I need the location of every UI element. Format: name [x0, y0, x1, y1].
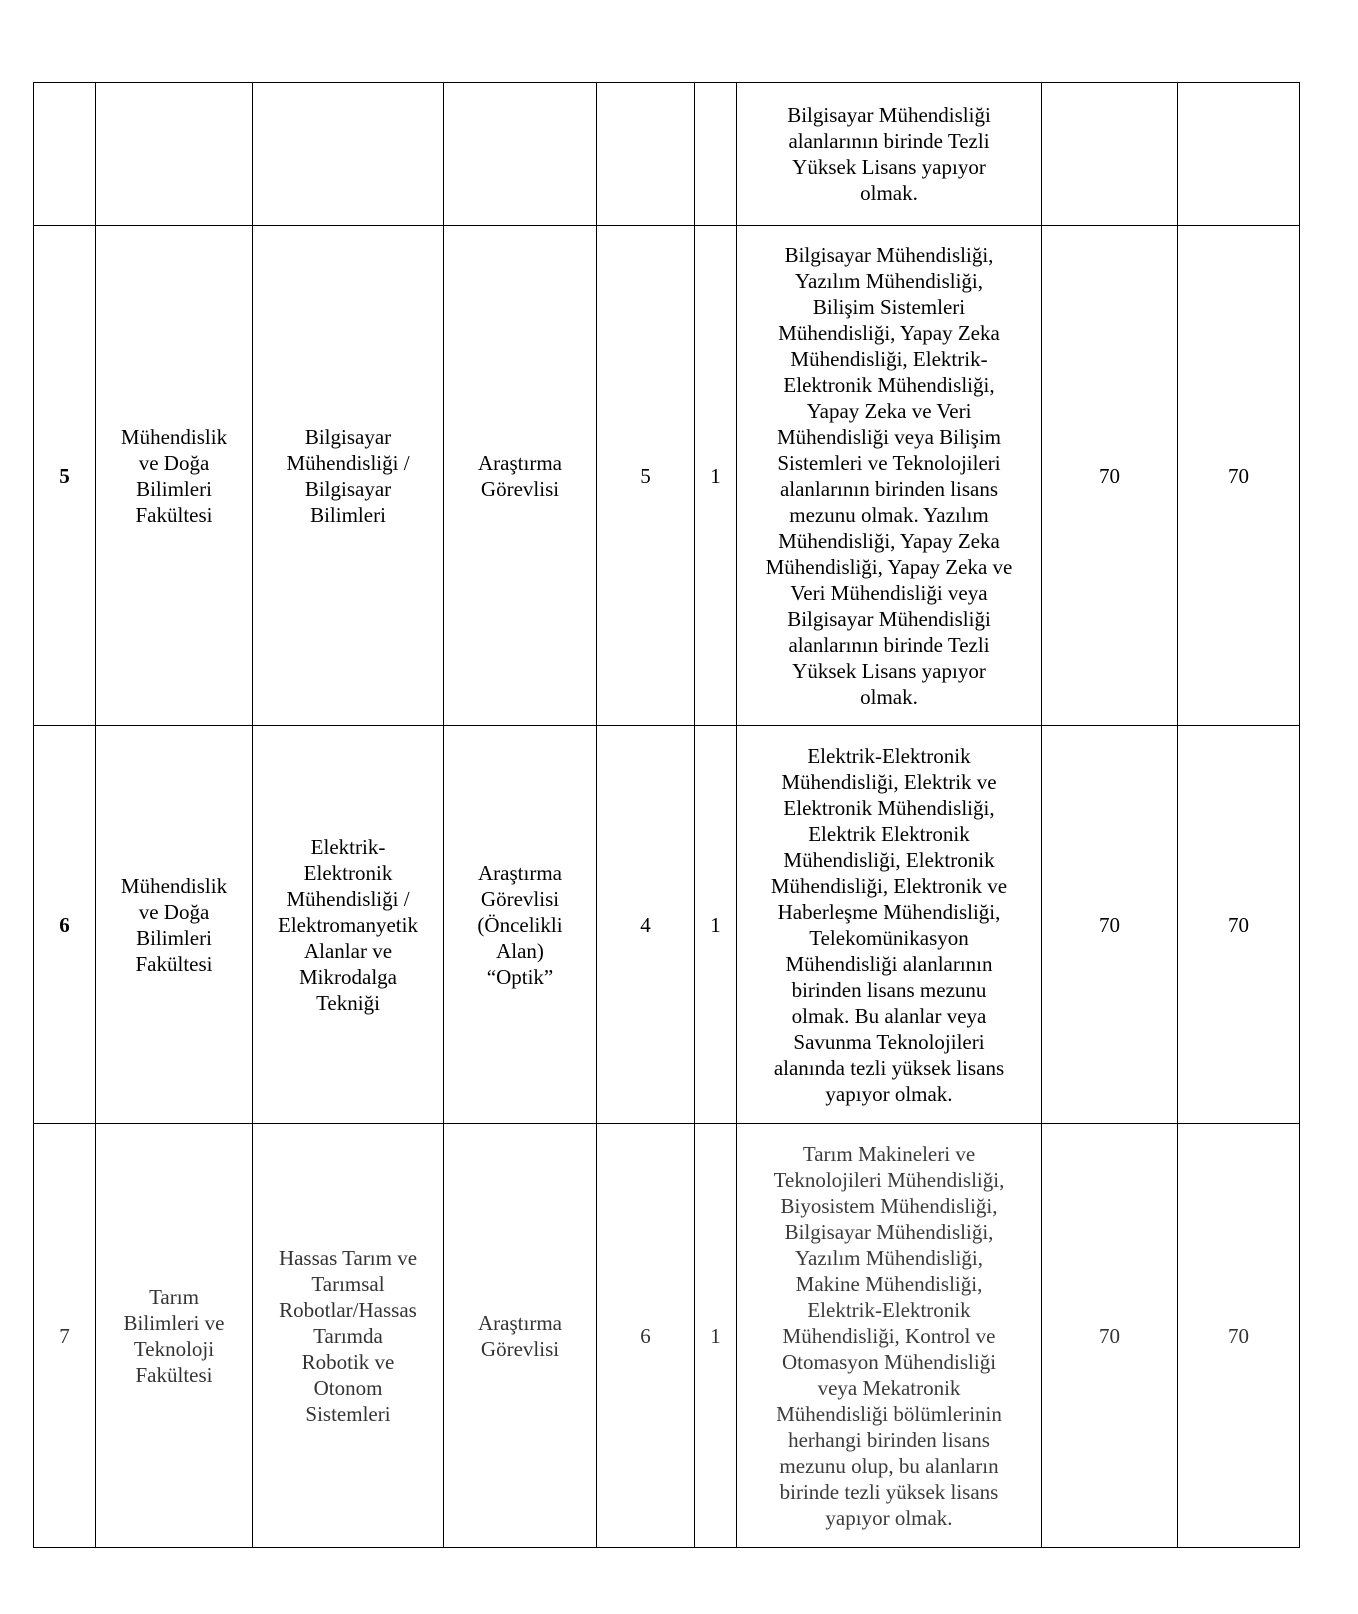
row-number-cell [34, 83, 96, 226]
table-row [34, 226, 1300, 726]
foreign-language-score-cell [1178, 83, 1300, 226]
ales-score-cell: 70 [1042, 1124, 1178, 1548]
department-cell: Bilgisayar Mühendisliği / Bilgisayar Bilimleri [253, 226, 444, 726]
degree-cell: 5 [597, 226, 695, 726]
ales-score-cell: 70 [1042, 226, 1178, 726]
count-cell [695, 83, 737, 226]
row-number-cell: 7 [34, 1124, 96, 1548]
title-cell: Araştırma Görevlisi [444, 226, 597, 726]
requirements-cell: Tarım Makineleri ve Teknolojileri Mühendisliği, Biyosistem Mühendisliği, Bilgisayar Mühendisliği, Yazılım Mühendisliği, Makine Mühendisliği, Elektrik-Elektronik Mühendisliği, Kontrol ve Otomasyon Mühendisliği veya Mekatronik Mühendisliği bölümlerinin herhangi birinden lisans mezunu olup, bu alanların birinde tezli yüksek lisans yapıyor olmak. [737, 1124, 1042, 1548]
department-cell [253, 83, 444, 226]
foreign-language-score-cell: 70 [1178, 226, 1300, 726]
faculty-cell: Mühendislik ve Doğa Bilimleri Fakültesi [96, 226, 253, 726]
degree-cell [597, 83, 695, 226]
foreign-language-score-cell: 70 [1178, 726, 1300, 1124]
ales-score-cell [1042, 83, 1178, 226]
department-cell: Elektrik- Elektronik Mühendisliği / Elektromanyetik Alanlar ve Mikrodalga Tekniği [253, 726, 444, 1124]
requirements-cell: Bilgisayar Mühendisliği, Yazılım Mühendisliği, Bilişim Sistemleri Mühendisliği, Yapay Zeka Mühendisliği, Elektrik- Elektronik Mühendisliği, Yapay Zeka ve Veri Mühendisliği veya Bilişim Sistemleri ve Teknolojileri alanlarının birinden lisans mezunu olmak. Yazılım Mühendisliği, Yapay Zeka Mühendisliği, Yapay Zeka ve Veri Mühendisliği veya Bilgisayar Mühendisliği alanlarının birinde Tezli Yüksek Lisans yapıyor olmak. [737, 226, 1042, 726]
foreign-language-score-cell: 70 [1178, 1124, 1300, 1548]
table-row [34, 83, 1300, 226]
row-number-cell: 5 [34, 226, 96, 726]
table-row [34, 726, 1300, 1124]
table-row [34, 1124, 1300, 1548]
title-cell [444, 83, 597, 226]
faculty-cell: Mühendislik ve Doğa Bilimleri Fakültesi [96, 726, 253, 1124]
requirements-cell: Elektrik-Elektronik Mühendisliği, Elektrik ve Elektronik Mühendisliği, Elektrik Elektronik Mühendisliği, Elektronik Mühendisliği, Elektronik ve Haberleşme Mühendisliği, Telekomünikasyon Mühendisliği alanlarının birinden lisans mezunu olmak. Bu alanlar veya Savunma Teknolojileri alanında tezli yüksek lisans yapıyor olmak. [737, 726, 1042, 1124]
degree-cell: 6 [597, 1124, 695, 1548]
title-cell: Araştırma Görevlisi (Öncelikli Alan) “Optik” [444, 726, 597, 1124]
row-number-cell: 6 [34, 726, 96, 1124]
title-cell: Araştırma Görevlisi [444, 1124, 597, 1548]
department-cell: Hassas Tarım ve Tarımsal Robotlar/Hassas Tarımda Robotik ve Otonom Sistemleri [253, 1124, 444, 1548]
count-cell: 1 [695, 1124, 737, 1548]
ales-score-cell: 70 [1042, 726, 1178, 1124]
degree-cell: 4 [597, 726, 695, 1124]
faculty-cell [96, 83, 253, 226]
count-cell: 1 [695, 226, 737, 726]
count-cell: 1 [695, 726, 737, 1124]
requirements-cell: Bilgisayar Mühendisliği alanlarının birinde Tezli Yüksek Lisans yapıyor olmak. [737, 83, 1042, 226]
faculty-cell: Tarım Bilimleri ve Teknoloji Fakültesi [96, 1124, 253, 1548]
positions-table [33, 82, 1300, 1548]
